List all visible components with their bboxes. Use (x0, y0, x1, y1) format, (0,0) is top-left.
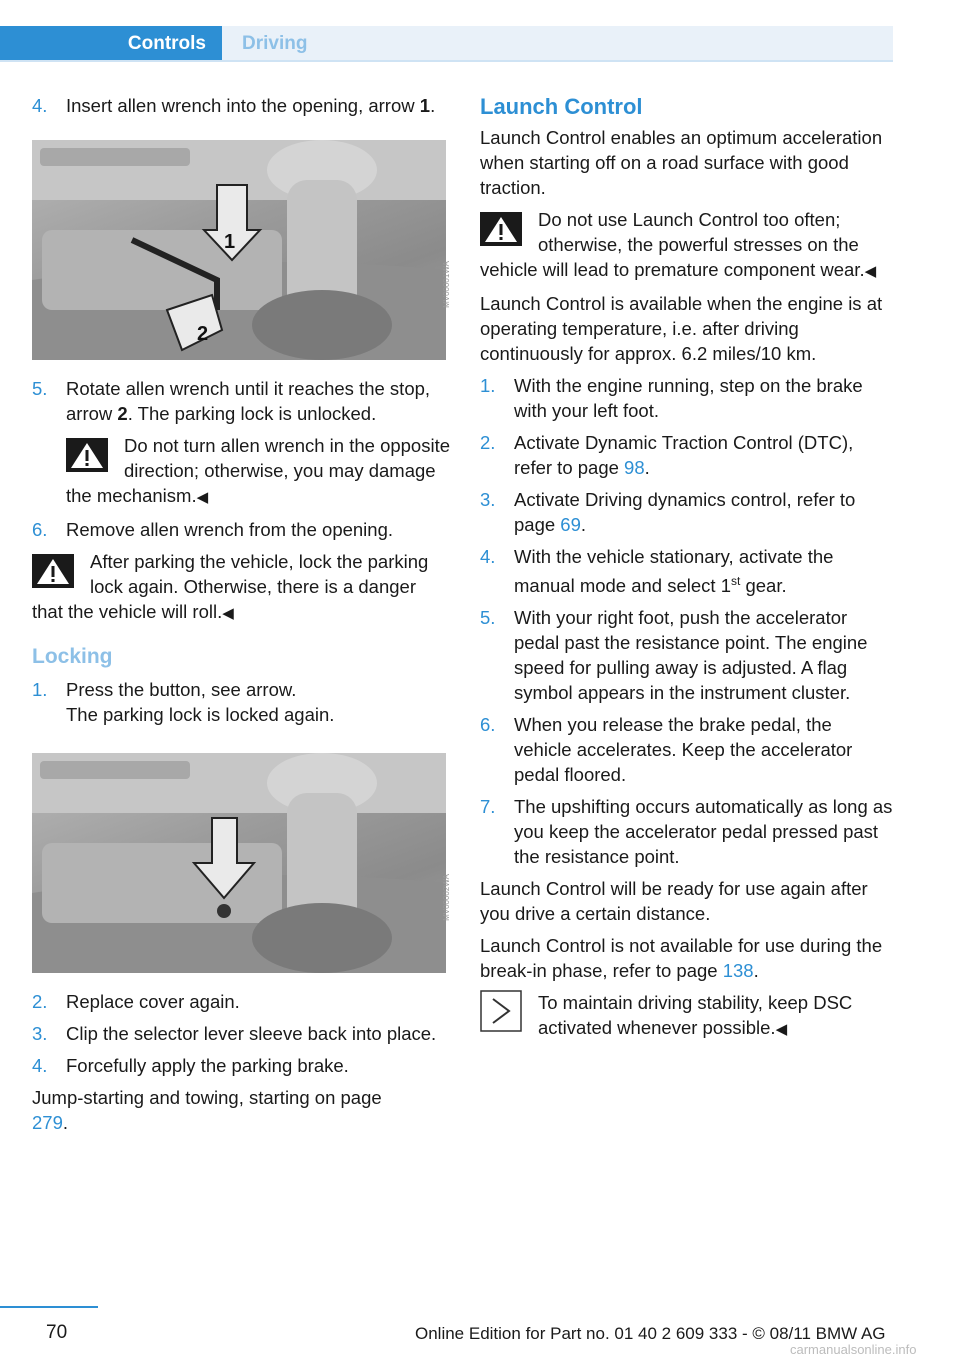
svg-text:2: 2 (197, 323, 209, 345)
launch-step-1 (480, 373, 894, 423)
step-number: 6. (480, 714, 496, 736)
left-column (32, 93, 450, 1135)
gear-selector-illustration (32, 140, 446, 360)
warning-note (32, 549, 450, 626)
step-number: 6. (32, 519, 48, 540)
page-number: 70 (46, 1322, 68, 1343)
launch-step-5 (480, 605, 894, 705)
arrow-number: 2 (117, 403, 128, 424)
lock-step-3 (32, 1021, 450, 1046)
section-heading-launch-control: Launch Control (480, 94, 643, 119)
warning-text: Do not turn allen wrench in the opposite direction; otherwise, you may damage the mechanism. (66, 435, 451, 506)
note (480, 990, 894, 1042)
unlock-step-4 (32, 93, 450, 118)
footer-rule (0, 1306, 98, 1308)
warning-triangle-icon (66, 438, 108, 472)
warning-text: Do not use Launch Control too often; otherwise, the powerful stresses on the vehicle will lead to premature component wear. (480, 209, 865, 280)
ready-again-text: Launch Control will be ready for use again after you drive a certain distance. (480, 878, 868, 925)
end-marker: ◀ (864, 263, 877, 280)
reference-end: . (62, 1112, 69, 1133)
step-text-end: . The parking lock is unlocked. (127, 403, 377, 424)
step-number: 3. (32, 1023, 48, 1044)
launch-step-2 (480, 430, 894, 480)
step-number: 4. (32, 95, 48, 116)
step-number: 5. (32, 378, 48, 399)
tab-controls[interactable]: Controls (0, 26, 222, 62)
lock-step-4 (32, 1053, 450, 1078)
right-column (480, 93, 894, 1042)
lock-step-1 (32, 677, 450, 727)
image-code: MV00002WA (442, 874, 452, 921)
arrow-number: 1 (419, 95, 431, 116)
step-number: 7. (480, 796, 496, 818)
lock-step-2 (32, 989, 450, 1014)
step-text: Activate Driving dynamics control, refer to page (514, 489, 856, 535)
end-marker: ◀ (775, 1021, 788, 1039)
step-text-end: . (430, 95, 436, 116)
step-number: 1. (32, 679, 48, 700)
page-link-69[interactable]: 69 (560, 514, 581, 535)
step-text-2: The parking lock is locked again. (66, 704, 335, 725)
launch-step-4 (480, 544, 894, 598)
warning-triangle-icon (32, 554, 74, 588)
end-marker: ◀ (222, 605, 234, 622)
reference-text: Launch Control is not available for use during the break-in phase, refer to page (480, 935, 883, 982)
allen-wrench-photo (32, 140, 452, 360)
step-number: 4. (480, 546, 496, 567)
launch-step-3 (480, 487, 894, 537)
step-text: Activate Dynamic Traction Control (DTC), refer to page (514, 432, 854, 478)
availability-text: Launch Control is available when the engine is at operating temperature, i.e. after driving continuously for approx. 6.2 miles/10 km. (480, 293, 883, 364)
reference-end: . (753, 960, 759, 982)
step-number: 5. (480, 607, 496, 629)
warning-note (32, 433, 450, 510)
page-link-98[interactable]: 98 (624, 457, 645, 478)
step-text-end: . (580, 514, 587, 535)
step-number: 4. (32, 1055, 48, 1076)
section-heading-locking: Locking (32, 645, 113, 668)
step-text-end: gear. (740, 575, 787, 597)
step-text: With the engine running, step on the brake with your left foot. (514, 375, 863, 421)
step-text: With the vehicle stationary, activate the manual mode and select 1 (514, 546, 834, 597)
step-number: 3. (480, 489, 496, 510)
end-marker: ◀ (196, 489, 209, 506)
header-rule (0, 60, 893, 62)
step-text: When you release the brake pedal, the vehicle accelerates. Keep the accelerator pedal floored. (514, 714, 853, 786)
break-in-reference (480, 933, 894, 983)
jump-start-reference (32, 1085, 382, 1135)
step-text: Press the button, see arrow. (66, 679, 297, 700)
page-link-279[interactable]: 279 (32, 1112, 63, 1133)
launch-control-intro: Launch Control enables an optimum acceleration when starting off on a road surface with good traction. (480, 127, 883, 198)
edition-text: Online Edition for Part no. 01 40 2 609 333 - © 08/11 BMW AG (415, 1324, 886, 1343)
image-code: MV00001WA (442, 261, 452, 308)
lock-button-photo (32, 753, 452, 973)
warning-note (480, 207, 894, 284)
launch-step-7 (480, 794, 894, 869)
note-play-icon (480, 990, 522, 1032)
step-number: 2. (32, 991, 48, 1012)
page-link-138[interactable]: 138 (722, 960, 754, 982)
step-text: Clip the selector lever sleeve back into place. (66, 1023, 437, 1044)
step-text: Insert allen wrench into the opening, arrow (66, 95, 420, 116)
step-text: The upshifting occurs automatically as long as you keep the accelerator pedal pressed past the resistance point. (514, 796, 893, 868)
ordinal-suffix: st (731, 574, 741, 588)
launch-step-6 (480, 712, 894, 787)
tab-driving[interactable]: Driving (222, 26, 893, 62)
step-text: Remove allen wrench from the opening. (66, 519, 394, 540)
warning-triangle-icon (480, 212, 522, 246)
warning-text: After parking the vehicle, lock the parking lock again. Otherwise, there is a danger that the vehicle will roll. (32, 551, 429, 622)
step-text: With your right foot, push the accelerator pedal past the resistance point. The engine speed for pulling away is adjusted. A flag symbol appears in the instrument cluster. (514, 607, 868, 704)
unlock-step-5 (32, 376, 450, 426)
gear-selector-illustration (32, 753, 446, 973)
unlock-step-6 (32, 517, 450, 542)
reference-text: Jump-starting and towing, starting on page (32, 1087, 382, 1108)
note-text: To maintain driving stability, keep DSC activated whenever possible. (538, 992, 853, 1039)
step-text-end: . (644, 457, 650, 478)
watermark: carmanualsonline.info (790, 1342, 917, 1357)
svg-text:1: 1 (224, 231, 236, 253)
step-text: Rotate allen wrench until it reaches the stop, arrow (66, 378, 431, 424)
step-number: 1. (480, 375, 496, 396)
step-text: Forcefully apply the parking brake. (66, 1055, 349, 1076)
step-number: 2. (480, 432, 496, 453)
step-text: Replace cover again. (66, 991, 240, 1012)
